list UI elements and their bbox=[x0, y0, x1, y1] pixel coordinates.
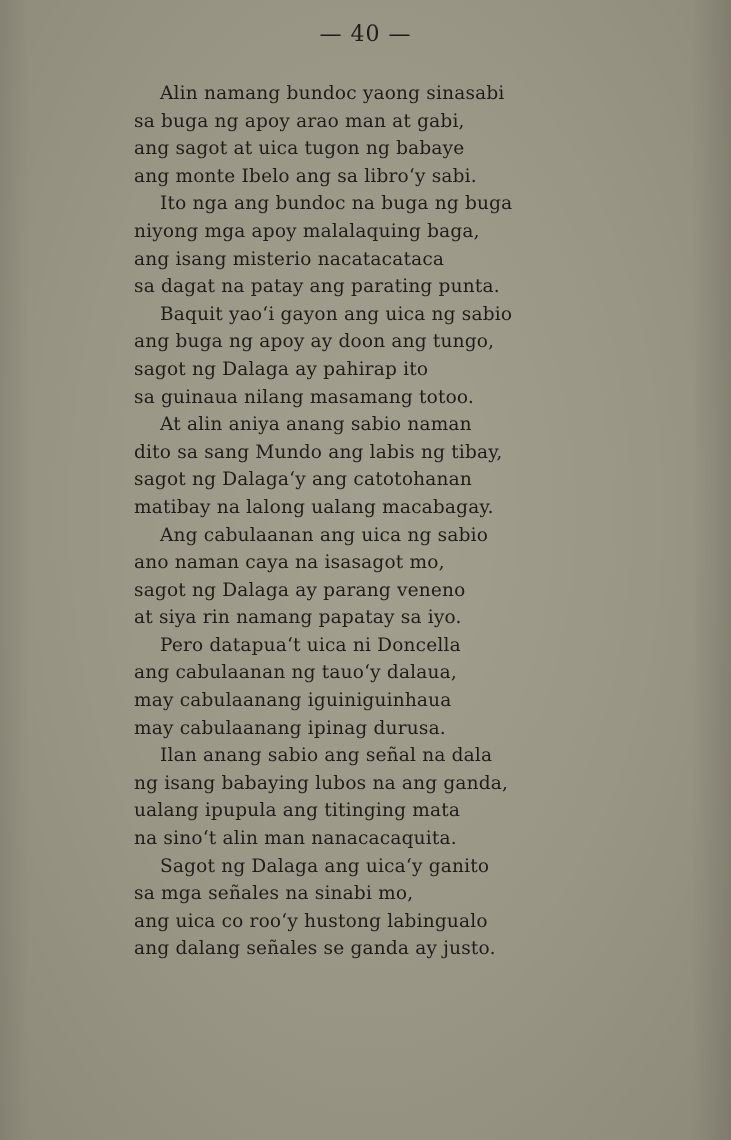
page-edge-shadow-right bbox=[691, 0, 731, 1140]
poem-line: Ilan anang sabio ang señal na dala bbox=[160, 745, 493, 767]
poem-line: ano naman caya na isasagot mo, bbox=[134, 552, 445, 574]
poem-line: matibay na lalong ualang macabagay. bbox=[134, 496, 494, 518]
poem-line: ng isang babaying lubos na ang ganda, bbox=[134, 772, 509, 794]
poem-line: ang isang misterio nacatacataca bbox=[134, 248, 445, 270]
poem-line: sagot ng Dalaga ay pahirap ito bbox=[134, 358, 429, 380]
poem-line: sa mga señales na sinabi mo, bbox=[134, 883, 414, 905]
poem-line: ualang ipupula ang titinging mata bbox=[134, 800, 461, 822]
poem-line: sa buga ng apoy arao man at gabi, bbox=[134, 110, 465, 132]
poem-line: ang dalang señales se ganda ay justo. bbox=[134, 938, 496, 960]
page-edge-shadow-left bbox=[0, 0, 30, 1140]
poem-line: Ang cabulaanan ang uica ng sabio bbox=[160, 524, 489, 546]
poem-line: ang uica co roo‘y hustong labingualo bbox=[134, 910, 488, 932]
poem-line: At alin aniya anang sabio naman bbox=[160, 414, 472, 436]
poem-line: Pero datapua‘t uica ni Doncella bbox=[160, 634, 461, 656]
poem-line: ang monte Ibelo ang sa libro‘y sabi. bbox=[134, 165, 477, 187]
poem-line: sagot ng Dalaga‘y ang catotohanan bbox=[134, 469, 472, 491]
poem-line: at siya rin namang papatay sa iyo. bbox=[134, 607, 462, 629]
poem-line: ang sagot at uica tugon ng babaye bbox=[134, 138, 465, 160]
poem-line: dito sa sang Mundo ang labis ng tibay, bbox=[134, 441, 503, 463]
poem-line: may cabulaanang ipinag durusa. bbox=[134, 717, 446, 739]
poem-line: niyong mga apoy malalaquing baga, bbox=[134, 220, 480, 242]
poem-line: ang buga ng apoy ay doon ang tungo, bbox=[134, 331, 495, 353]
poem-body bbox=[134, 80, 614, 963]
poem-line: na sino‘t alin man nanacacaquita. bbox=[134, 828, 457, 850]
poem-line: ang cabulaanan ng tauo‘y dalaua, bbox=[134, 662, 457, 684]
poem-line: Ito nga ang bundoc na buga ng buga bbox=[160, 193, 513, 215]
page-number: — 40 — bbox=[319, 22, 412, 47]
poem-line: Baquit yao‘i gayon ang uica ng sabio bbox=[160, 303, 513, 325]
poem-line: sa dagat na patay ang parating punta. bbox=[134, 276, 500, 298]
poem-line: Alin namang bundoc yaong sinasabi bbox=[160, 83, 505, 104]
poem-line: may cabulaanang iguiniguinhaua bbox=[134, 690, 452, 712]
poem-line: sagot ng Dalaga ay parang veneno bbox=[134, 579, 466, 601]
poem-line: Sagot ng Dalaga ang uica‘y ganito bbox=[160, 855, 490, 877]
poem-line: sa guinaua nilang masamang totoo. bbox=[134, 386, 475, 408]
